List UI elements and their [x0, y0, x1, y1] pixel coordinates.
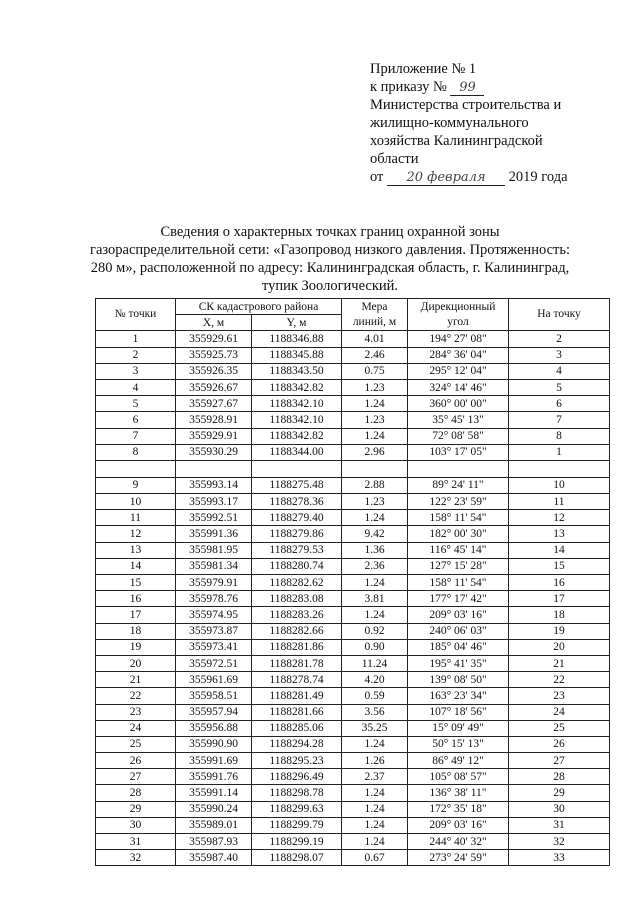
cell-y: 1188282.62: [252, 575, 342, 591]
cell-x: 355958.51: [176, 688, 252, 704]
cell-x: 355990.24: [176, 801, 252, 817]
cell-line-measure: 4.01: [342, 331, 408, 347]
cell-point-number: 10: [96, 494, 176, 510]
table-row: [96, 834, 610, 850]
header-line-measure-2: линий, м: [352, 315, 397, 328]
table-row: [96, 817, 610, 833]
cell-x: 355926.35: [176, 363, 252, 379]
cell-direction-angle: 240° 06' 03": [408, 623, 509, 639]
cell-point-number: 3: [96, 363, 176, 379]
cell-direction-angle: 273° 24' 59": [408, 850, 509, 866]
date-prefix: от: [370, 169, 384, 185]
cell-point-number: 6: [96, 412, 176, 428]
cell-direction-angle: 209° 03' 16": [408, 607, 509, 623]
cell-to-point: 28: [509, 769, 610, 785]
table-row: [96, 477, 610, 493]
boundary-points-table: [95, 298, 610, 866]
ministry-line-1: Министерства строительства и: [370, 97, 562, 113]
header-line-measure-1: Мера: [361, 300, 388, 313]
cell-x: 355925.73: [176, 347, 252, 363]
empty-cell: [342, 460, 408, 477]
cell-direction-angle: 209° 03' 16": [408, 817, 509, 833]
cell-direction-angle: 244° 40' 32": [408, 834, 509, 850]
table-row: [96, 575, 610, 591]
cell-x: 355991.76: [176, 769, 252, 785]
cell-x: 355974.95: [176, 607, 252, 623]
header-line-measure: [342, 299, 408, 331]
cell-point-number: 13: [96, 542, 176, 558]
cell-point-number: 9: [96, 477, 176, 493]
cell-direction-angle: 177° 17' 42": [408, 591, 509, 607]
date-year: 2019 года: [508, 169, 568, 185]
cell-point-number: 24: [96, 720, 176, 736]
table-row: [96, 558, 610, 574]
cell-point-number: 16: [96, 591, 176, 607]
header-to-point: На точку: [509, 299, 610, 331]
cell-x: 355989.01: [176, 817, 252, 833]
cell-x: 355981.34: [176, 558, 252, 574]
order-prefix: к приказу №: [370, 79, 447, 95]
cell-direction-angle: 324° 14' 46": [408, 379, 509, 395]
empty-cell: [408, 460, 509, 477]
cell-line-measure: 1.24: [342, 428, 408, 444]
table-row: [96, 412, 610, 428]
cell-line-measure: 0.59: [342, 688, 408, 704]
cell-to-point: 17: [509, 591, 610, 607]
cell-y: 1188299.19: [252, 834, 342, 850]
table-row: [96, 623, 610, 639]
table-row: [96, 688, 610, 704]
cell-x: 355961.69: [176, 672, 252, 688]
header-direction-angle-2: угол: [447, 315, 469, 328]
cell-y: 1188279.86: [252, 526, 342, 542]
document-heading: [60, 223, 600, 295]
cell-point-number: 18: [96, 623, 176, 639]
cell-x: 355978.76: [176, 591, 252, 607]
cell-y: 1188298.78: [252, 785, 342, 801]
cell-direction-angle: 139° 08' 50": [408, 672, 509, 688]
table-row: [96, 379, 610, 395]
appendix-block: [370, 60, 610, 186]
cell-line-measure: 9.42: [342, 526, 408, 542]
cell-x: 355929.91: [176, 428, 252, 444]
cell-y: 1188281.49: [252, 688, 342, 704]
cell-x: 355957.94: [176, 704, 252, 720]
cell-point-number: 30: [96, 817, 176, 833]
cell-y: 1188279.40: [252, 510, 342, 526]
cell-y: 1188282.66: [252, 623, 342, 639]
cell-y: 1188278.36: [252, 494, 342, 510]
cell-x: 355979.91: [176, 575, 252, 591]
heading-line-2: газораспределительной сети: «Газопровод низкого давления. Протяженность:: [90, 242, 570, 258]
cell-y: 1188342.10: [252, 396, 342, 412]
cell-y: 1188281.78: [252, 655, 342, 671]
cell-to-point: 31: [509, 817, 610, 833]
table-row: [96, 639, 610, 655]
cell-y: 1188296.49: [252, 769, 342, 785]
cell-direction-angle: 360° 00' 00": [408, 396, 509, 412]
cell-direction-angle: 158° 11' 54": [408, 510, 509, 526]
order-date: [370, 168, 610, 186]
header-coordinate-system: СК кадастрового района: [176, 299, 342, 315]
cell-to-point: 16: [509, 575, 610, 591]
cell-line-measure: 1.23: [342, 412, 408, 428]
cell-to-point: 4: [509, 363, 610, 379]
cell-line-measure: 2.96: [342, 444, 408, 460]
handwritten-date: 20 февраля: [387, 170, 505, 186]
heading-line-4: тупик Зоологический.: [261, 278, 399, 294]
cell-x: 355928.91: [176, 412, 252, 428]
cell-to-point: 30: [509, 801, 610, 817]
cell-line-measure: 0.90: [342, 639, 408, 655]
cell-to-point: 25: [509, 720, 610, 736]
cell-to-point: 5: [509, 379, 610, 395]
table-row: [96, 331, 610, 347]
cell-y: 1188299.63: [252, 801, 342, 817]
cell-y: 1188281.86: [252, 639, 342, 655]
cell-direction-angle: 195° 41' 35": [408, 655, 509, 671]
cell-line-measure: 3.56: [342, 704, 408, 720]
cell-to-point: 32: [509, 834, 610, 850]
cell-to-point: 14: [509, 542, 610, 558]
cell-line-measure: 1.23: [342, 379, 408, 395]
table-row: [96, 769, 610, 785]
empty-cell: [252, 460, 342, 477]
cell-direction-angle: 50° 15' 13": [408, 736, 509, 752]
cell-point-number: 29: [96, 801, 176, 817]
table-row: [96, 396, 610, 412]
cell-y: 1188342.82: [252, 379, 342, 395]
cell-to-point: 22: [509, 672, 610, 688]
cell-direction-angle: 295° 12' 04": [408, 363, 509, 379]
table-row: [96, 428, 610, 444]
cell-y: 1188294.28: [252, 736, 342, 752]
cell-line-measure: 0.92: [342, 623, 408, 639]
cell-line-measure: 11.24: [342, 655, 408, 671]
cell-line-measure: 3.81: [342, 591, 408, 607]
cell-direction-angle: 72° 08' 58": [408, 428, 509, 444]
cell-to-point: 13: [509, 526, 610, 542]
cell-y: 1188344.00: [252, 444, 342, 460]
cell-direction-angle: 182° 00' 30": [408, 526, 509, 542]
cell-point-number: 31: [96, 834, 176, 850]
cell-x: 355972.51: [176, 655, 252, 671]
header-direction-angle-1: Дирекционный: [420, 300, 496, 313]
cell-point-number: 5: [96, 396, 176, 412]
table-row: [96, 607, 610, 623]
table-row: [96, 526, 610, 542]
cell-line-measure: 1.24: [342, 817, 408, 833]
table-row: [96, 363, 610, 379]
cell-point-number: 14: [96, 558, 176, 574]
table-row: [96, 720, 610, 736]
ministry-line-3: хозяйства Калининградской: [370, 133, 543, 149]
cell-point-number: 17: [96, 607, 176, 623]
cell-x: 355991.36: [176, 526, 252, 542]
cell-to-point: 12: [509, 510, 610, 526]
cell-to-point: 33: [509, 850, 610, 866]
cell-line-measure: 1.24: [342, 510, 408, 526]
cell-to-point: 10: [509, 477, 610, 493]
order-reference: [370, 78, 610, 96]
header-y: Y, м: [252, 315, 342, 331]
cell-line-measure: 2.37: [342, 769, 408, 785]
cell-x: 355990.90: [176, 736, 252, 752]
cell-line-measure: 1.23: [342, 494, 408, 510]
cell-x: 355991.69: [176, 753, 252, 769]
cell-x: 355991.14: [176, 785, 252, 801]
table-row: [96, 672, 610, 688]
table-row: [96, 801, 610, 817]
cell-x: 355956.88: [176, 720, 252, 736]
header-x: X, м: [176, 315, 252, 331]
table-row: [96, 494, 610, 510]
cell-line-measure: 1.24: [342, 785, 408, 801]
cell-point-number: 20: [96, 655, 176, 671]
cell-y: 1188299.79: [252, 817, 342, 833]
header-point-number: № точки: [96, 299, 176, 331]
cell-point-number: 1: [96, 331, 176, 347]
cell-direction-angle: 89° 24' 11": [408, 477, 509, 493]
cell-to-point: 27: [509, 753, 610, 769]
cell-line-measure: 4.20: [342, 672, 408, 688]
cell-y: 1188345.88: [252, 347, 342, 363]
table-row: [96, 785, 610, 801]
cell-y: 1188280.74: [252, 558, 342, 574]
cell-direction-angle: 105° 08' 57": [408, 769, 509, 785]
cell-y: 1188342.10: [252, 412, 342, 428]
cell-direction-angle: 127° 15' 28": [408, 558, 509, 574]
cell-point-number: 26: [96, 753, 176, 769]
cell-line-measure: 1.24: [342, 607, 408, 623]
cell-y: 1188275.48: [252, 477, 342, 493]
cell-to-point: 7: [509, 412, 610, 428]
cell-line-measure: 1.24: [342, 834, 408, 850]
cell-point-number: 15: [96, 575, 176, 591]
cell-direction-angle: 158° 11' 54": [408, 575, 509, 591]
cell-point-number: 32: [96, 850, 176, 866]
table-row: [96, 510, 610, 526]
cell-line-measure: 1.24: [342, 736, 408, 752]
table-row: [96, 704, 610, 720]
cell-x: 355926.67: [176, 379, 252, 395]
cell-direction-angle: 122° 23' 59": [408, 494, 509, 510]
table-row: [96, 655, 610, 671]
cell-point-number: 2: [96, 347, 176, 363]
cell-to-point: 20: [509, 639, 610, 655]
cell-y: 1188298.07: [252, 850, 342, 866]
cell-y: 1188295.23: [252, 753, 342, 769]
cell-direction-angle: 163° 23' 34": [408, 688, 509, 704]
cell-point-number: 7: [96, 428, 176, 444]
ministry-line-2: жилищно-коммунального: [370, 115, 529, 131]
cell-to-point: 19: [509, 623, 610, 639]
cell-y: 1188283.26: [252, 607, 342, 623]
cell-y: 1188278.74: [252, 672, 342, 688]
cell-y: 1188285.06: [252, 720, 342, 736]
cell-x: 355993.14: [176, 477, 252, 493]
cell-line-measure: 1.24: [342, 396, 408, 412]
cell-to-point: 15: [509, 558, 610, 574]
cell-to-point: 18: [509, 607, 610, 623]
table-row: [96, 347, 610, 363]
cell-line-measure: 0.75: [342, 363, 408, 379]
cell-direction-angle: 107° 18' 56": [408, 704, 509, 720]
heading-line-1: Сведения о характерных точках границ охранной зоны: [160, 224, 500, 240]
cell-direction-angle: 136° 38' 11": [408, 785, 509, 801]
cell-x: 355930.29: [176, 444, 252, 460]
cell-point-number: 19: [96, 639, 176, 655]
cell-y: 1188346.88: [252, 331, 342, 347]
cell-line-measure: 2.36: [342, 558, 408, 574]
cell-to-point: 29: [509, 785, 610, 801]
cell-direction-angle: 35° 45' 13": [408, 412, 509, 428]
cell-direction-angle: 103° 17' 05": [408, 444, 509, 460]
cell-direction-angle: 116° 45' 14": [408, 542, 509, 558]
appendix-title: Приложение № 1: [370, 61, 477, 77]
table-separator-row: [96, 460, 610, 477]
cell-point-number: 23: [96, 704, 176, 720]
table-row: [96, 444, 610, 460]
table-row: [96, 591, 610, 607]
cell-point-number: 8: [96, 444, 176, 460]
cell-point-number: 25: [96, 736, 176, 752]
cell-line-measure: 0.67: [342, 850, 408, 866]
cell-point-number: 4: [96, 379, 176, 395]
cell-to-point: 3: [509, 347, 610, 363]
cell-direction-angle: 86° 49' 12": [408, 753, 509, 769]
cell-direction-angle: 194° 27' 08": [408, 331, 509, 347]
cell-point-number: 22: [96, 688, 176, 704]
cell-point-number: 27: [96, 769, 176, 785]
cell-to-point: 11: [509, 494, 610, 510]
cell-x: 355993.17: [176, 494, 252, 510]
cell-line-measure: 2.46: [342, 347, 408, 363]
empty-cell: [96, 460, 176, 477]
table-row: [96, 753, 610, 769]
cell-x: 355987.40: [176, 850, 252, 866]
cell-direction-angle: 172° 35' 18": [408, 801, 509, 817]
cell-x: 355929.61: [176, 331, 252, 347]
ministry-line-4: области: [370, 151, 419, 167]
cell-y: 1188279.53: [252, 542, 342, 558]
cell-x: 355981.95: [176, 542, 252, 558]
cell-direction-angle: 284° 36' 04": [408, 347, 509, 363]
cell-point-number: 11: [96, 510, 176, 526]
cell-y: 1188281.66: [252, 704, 342, 720]
cell-to-point: 21: [509, 655, 610, 671]
cell-x: 355973.41: [176, 639, 252, 655]
cell-line-measure: 1.26: [342, 753, 408, 769]
cell-line-measure: 2.88: [342, 477, 408, 493]
cell-to-point: 24: [509, 704, 610, 720]
cell-to-point: 23: [509, 688, 610, 704]
cell-point-number: 28: [96, 785, 176, 801]
table-row: [96, 736, 610, 752]
cell-line-measure: 1.36: [342, 542, 408, 558]
empty-cell: [176, 460, 252, 477]
cell-to-point: 26: [509, 736, 610, 752]
cell-direction-angle: 15° 09' 49": [408, 720, 509, 736]
cell-x: 355987.93: [176, 834, 252, 850]
cell-to-point: 1: [509, 444, 610, 460]
cell-x: 355992.51: [176, 510, 252, 526]
cell-line-measure: 1.24: [342, 575, 408, 591]
cell-direction-angle: 185° 04' 46": [408, 639, 509, 655]
cell-y: 1188342.82: [252, 428, 342, 444]
cell-line-measure: 1.24: [342, 801, 408, 817]
cell-to-point: 8: [509, 428, 610, 444]
table-row: [96, 850, 610, 866]
cell-to-point: 2: [509, 331, 610, 347]
cell-to-point: 6: [509, 396, 610, 412]
cell-point-number: 12: [96, 526, 176, 542]
cell-line-measure: 35.25: [342, 720, 408, 736]
empty-cell: [509, 460, 610, 477]
cell-x: 355973.87: [176, 623, 252, 639]
cell-point-number: 21: [96, 672, 176, 688]
cell-y: 1188343.50: [252, 363, 342, 379]
cell-x: 355927.67: [176, 396, 252, 412]
header-direction-angle: [408, 299, 509, 331]
table-row: [96, 542, 610, 558]
handwritten-order-number: 99: [450, 80, 484, 96]
heading-line-3: 280 м», расположенной по адресу: Калининградская область, г. Калининград,: [90, 260, 570, 276]
cell-y: 1188283.08: [252, 591, 342, 607]
